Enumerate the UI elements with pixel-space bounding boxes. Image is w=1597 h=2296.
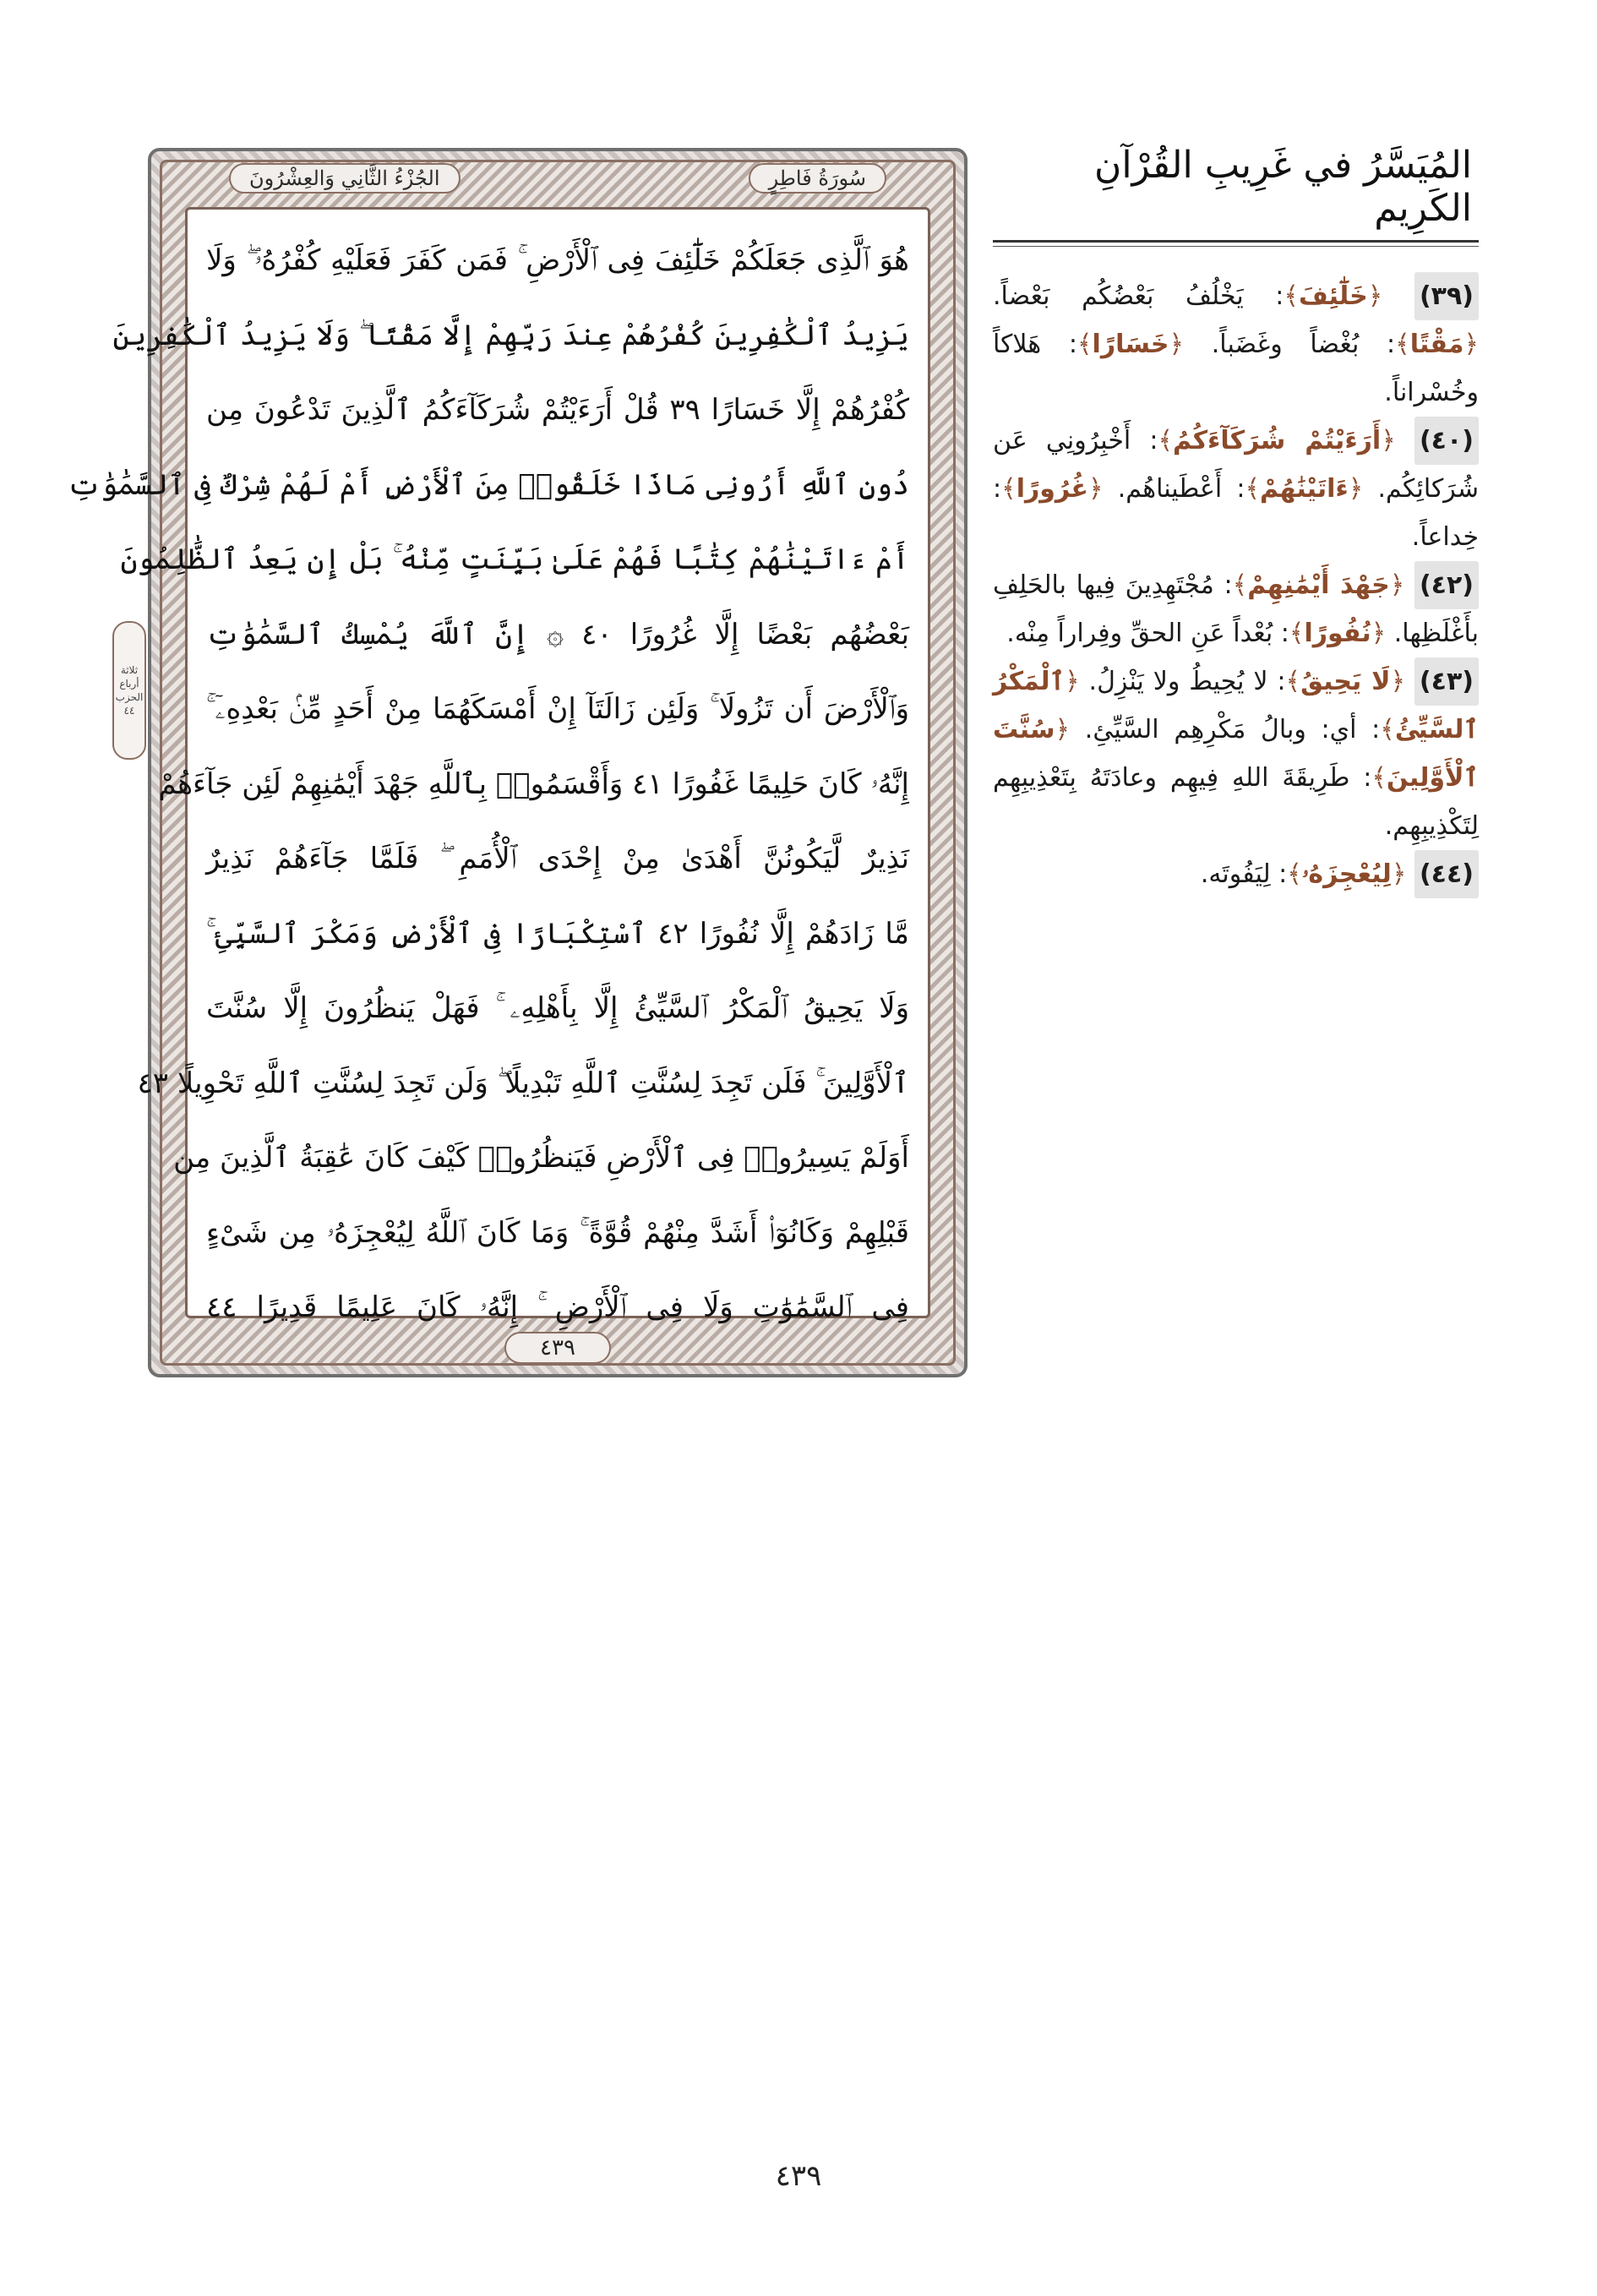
hizb-marker-line: الحزب: [115, 691, 144, 703]
quran-line: كُفْرُهُمْ إِلَّا خَسَارًا ٣٩ قُلْ أَرَءَيْتُمْ شُرَكَآءَكُمُ ٱلَّذِينَ تَدْعُونَ مِن: [206, 393, 909, 427]
bracket-open: ﴿: [1371, 619, 1387, 648]
bracket-close: ﴾: [1371, 763, 1387, 793]
bracket-open: ﴿: [1169, 330, 1185, 359]
gloss-verse-number: (٣٩): [1414, 272, 1479, 320]
gloss-entry: [993, 561, 1479, 657]
quran-line: أَوَلَمْ يَسِيرُوا۟ فِى ٱلْأَرْضِ فَيَنظُرُوا۟ كَيْفَ كَانَ عَٰقِبَةُ ٱلَّذِينَ مِن: [173, 1141, 909, 1175]
gloss-term: ءَاتَيْنَٰهُمْ: [1260, 474, 1349, 504]
gloss-term: ٱلْمَكْرُ ٱلسَّيِّئُ: [993, 667, 1479, 744]
gloss-term: لَا يَحِيقُ: [1300, 667, 1391, 696]
bracket-close: ﴾: [1380, 715, 1395, 744]
gloss-divider-thin: [993, 246, 1479, 247]
bracket-open: ﴿: [1065, 667, 1080, 696]
gloss-verse-number: (٤٠): [1414, 417, 1479, 465]
gloss-body: [993, 272, 1479, 898]
page-footer: [148, 1328, 967, 1367]
bracket-close: ﴾: [1245, 474, 1261, 504]
quran-line: إِنَّهُۥ كَانَ حَلِيمًا غَفُورًا ٤١ وَأَقْسَمُوا۟ بِٱللَّهِ جَهْدَ أَيْمَٰنِهِمْ لَئِن جَآءَهُمْ: [158, 766, 909, 801]
gloss-definition: : هَلاكاً وخُسْراناً.: [993, 330, 1479, 407]
quran-line: قَبْلِهِمْ وَكَانُوٓا۟ أَشَدَّ مِنْهُمْ قُوَّةً ۚ وَمَا كَانَ ٱللَّهُ لِيُعْجِزَهُۥ مِن شَىْءٍ: [206, 1215, 909, 1250]
quran-line: نَذِيرٌ لَّيَكُونُنَّ أَهْدَىٰ مِنْ إِحْدَى ٱلْأُمَمِ ۖ فَلَمَّا جَآءَهُمْ نَذِيرٌ: [206, 842, 909, 875]
bracket-open: ﴿: [1348, 474, 1364, 504]
gloss-definition: : لا يُحِيطُ ولا يَنْزِلُ.: [1079, 667, 1286, 696]
gloss-definition: : خِداعاً.: [993, 474, 1479, 552]
quran-line: هُوَ ٱلَّذِى جَعَلَكُمْ خَلَٰٓئِفَ فِى ٱلْأَرْضِ ۚ فَمَن كَفَرَ فَعَلَيْهِ كُفْرُهُۥ ۖ وَلَا: [206, 243, 909, 277]
gloss-entry: [993, 850, 1479, 898]
gloss-term: مَقْتًا: [1409, 330, 1464, 359]
gloss-verse-number: (٤٣): [1414, 657, 1479, 706]
gloss-term: غُرُورًا: [1016, 474, 1089, 504]
bracket-open: ﴿: [1367, 281, 1414, 311]
quran-line: بَعْضُهُم بَعْضًا إِلَّا غُرُورًا ٤٠ ۞ إِنَّ ٱللَّهَ يُمْسِكُ ٱلسَّمَٰوَٰتِ: [206, 617, 910, 652]
gloss-term: نُفُورًا: [1304, 619, 1371, 648]
bracket-close: ﴾: [1285, 667, 1301, 696]
gloss-definition: : أي: وبالُ مَكْرِهِم السَّيِّئِ.: [1070, 715, 1381, 744]
bracket-close: ﴾: [1232, 570, 1248, 600]
bracket-close: ﴾: [1287, 859, 1302, 889]
gloss-entry: [993, 417, 1479, 561]
quran-line: أَمْ ءَاتَيْنَٰهُمْ كِتَٰبًا فَهُمْ عَلَىٰ بَيِّنَتٍ مِّنْهُ ۚ بَلْ إِن يَعِدُ ٱلظَّٰلِمُونَ: [120, 543, 909, 576]
quran-line: ٱلْأَوَّلِينَ ۚ فَلَن تَجِدَ لِسُنَّتِ ٱللَّهِ تَبْدِيلًا ۖ وَلَن تَجِدَ لِسُنَّتِ ٱللَّهِ تَحْوِيلًا ٤٣: [137, 1066, 909, 1100]
hizb-marker-line: ٤٤: [123, 705, 135, 717]
gloss-term: لِيُعْجِزَهُۥ: [1301, 859, 1392, 889]
surah-name: سُورَةُ فَاطِرٍ: [749, 163, 886, 194]
quran-line: فِى ٱلسَّمَٰوَٰتِ وَلَا فِى ٱلْأَرْضِ ۚ إِنَّهُۥ كَانَ عَلِيمًا قَدِيرًا ٤٤: [206, 1290, 909, 1324]
bracket-close: ﴾: [1076, 330, 1093, 359]
gloss-definition: : يَخْلُفُ بَعْضُكُم بَعْضاً.: [993, 281, 1284, 311]
bracket-open: ﴿: [1391, 859, 1414, 889]
hizb-marker: [112, 621, 146, 760]
gloss-definition: : مُجْتَهِدِينَ فِيها بالحَلِفِ بأَغْلَظِها.: [993, 570, 1479, 648]
bracket-close: ﴾: [1289, 619, 1305, 648]
bracket-open: ﴿: [1463, 330, 1479, 359]
gloss-term: سُنَّتَ ٱلْأَوَّلِينَ: [993, 715, 1479, 793]
gloss-definition: : أَخْبِرُونِي عَن شُرَكائِكُم.: [993, 426, 1479, 504]
mushaf-page: [67, 148, 967, 1377]
bracket-close: ﴾: [1158, 426, 1174, 455]
juz-name: الجُزْءُ الثَّانِي وَالعِشْرُونَ: [229, 163, 461, 194]
gloss-entry: [993, 272, 1479, 417]
hizb-marker-line: ثلاثة أرباع: [119, 664, 139, 690]
gloss-divider: [993, 240, 1479, 243]
bracket-open: ﴿: [1088, 474, 1104, 504]
gloss-term: جَهْدَ أَيْمَٰنِهِمْ: [1247, 570, 1390, 600]
gloss-definition: : أَعْطَيناهُم.: [1103, 474, 1245, 504]
bracket-close: ﴾: [1284, 281, 1299, 311]
gloss-term: أَرَءَيْتُمْ شُرَكَآءَكُمُ: [1173, 426, 1382, 455]
bracket-open: ﴿: [1381, 426, 1414, 455]
gloss-entry: [993, 657, 1479, 850]
gloss-panel: [993, 127, 1479, 898]
gloss-verse-number: (٤٢): [1414, 561, 1479, 609]
bracket-open: ﴿: [1390, 667, 1414, 696]
bracket-open: ﴿: [1055, 715, 1071, 744]
page-number: ٤٣٩: [775, 2159, 822, 2193]
gloss-definition: : بُغْضاً وغَضَباً.: [1184, 330, 1396, 359]
quran-line: وَلَا يَحِيقُ ٱلْمَكْرُ ٱلسَّيِّئُ إِلَّا بِأَهْلِهِۦ ۚ فَهَلْ يَنظُرُونَ إِلَّا سُنَّتَ: [206, 991, 909, 1025]
quran-line: وَٱلْأَرْضَ أَن تَزُولَا ۚ وَلَئِن زَالَتَآ إِنْ أَمْسَكَهُمَا مِنْ أَحَدٍ مِّنۢ بَعْدِهِۦٓ ۚ: [206, 692, 909, 726]
gloss-definition: : لِيَفُوتَه.: [1200, 859, 1288, 889]
quran-line: يَزِيدُ ٱلْكَٰفِرِينَ كُفْرُهُمْ عِندَ رَبِّهِمْ إِلَّا مَقْتًا ۖ وَلَا يَزِيدُ ٱلْكَٰفِرِينَ: [112, 318, 909, 352]
bracket-close: ﴾: [1001, 474, 1017, 504]
gloss-definition: : طَرِيقَةَ اللهِ فِيهِم وعادَتَهُ بِتَعْذِيبِهِم لِتَكْذِيبِهِم.: [993, 763, 1479, 841]
gloss-term: خَسَارًا: [1092, 330, 1169, 359]
gloss-definition: : بُعْداً عَنِ الحقِّ وفِراراً مِنْه.: [1006, 619, 1289, 648]
page-header: [199, 160, 917, 197]
bracket-open: ﴿: [1389, 570, 1414, 600]
mushaf-page-number: ٤٣٩: [504, 1332, 611, 1364]
quran-line: دُونِ ٱللَّهِ أَرُونِى مَاذَا خَلَقُوا۟ مِنَ ٱلْأَرْضِ أَمْ لَهُمْ شِرْكٌ فِى ٱلسَّمَٰوَٰتِ: [67, 467, 909, 502]
gloss-term: خَلَٰٓئِفَ: [1298, 281, 1368, 311]
gloss-verse-number: (٤٤): [1414, 850, 1479, 898]
quran-line: مَّا زَادَهُمْ إِلَّا نُفُورًا ٤٢ ٱسْتِكْبَارًا فِى ٱلْأَرْضِ وَمَكْرَ ٱلسَّيِّئِ ۚ: [206, 916, 909, 951]
gloss-title: المُيَسَّرُ في غَرِيبِ القُرْآنِ الكَرِيم: [1094, 144, 1472, 230]
bracket-close: ﴾: [1395, 330, 1410, 359]
